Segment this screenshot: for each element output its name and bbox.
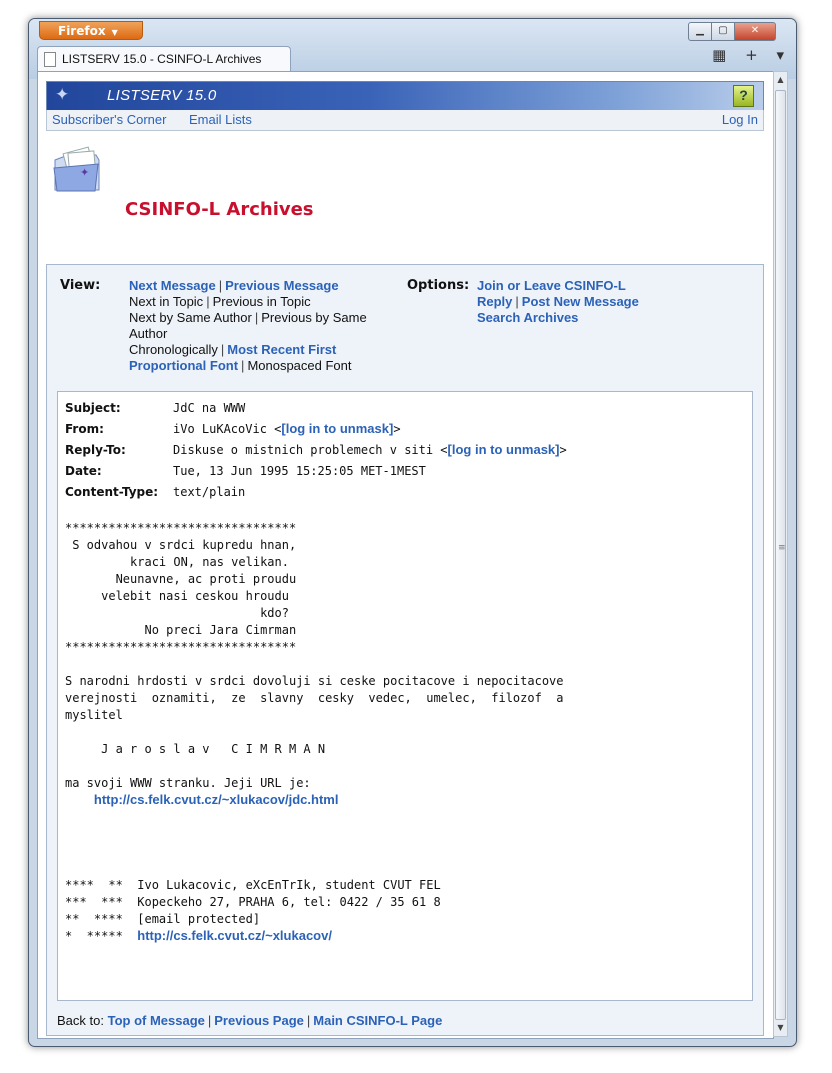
- view-label: View:: [60, 278, 101, 293]
- main-page-link[interactable]: Main CSINFO-L Page: [313, 1013, 443, 1028]
- previous-page-link[interactable]: Previous Page: [214, 1013, 304, 1028]
- scroll-up-icon[interactable]: ▲: [777, 75, 784, 84]
- next-in-topic-text: Next in Topic: [129, 294, 204, 309]
- maximize-button[interactable]: ▢: [711, 22, 735, 41]
- signature-text: **** ** Ivo Lukacovic, eXcEnTrIk, student CVUT FEL *** *** Kopeckeho 27, PRAHA 6, tel: 0422 / 35 61 8 ** **** [email protected] * *****: [65, 878, 441, 943]
- chronologically-text: Chronologically: [129, 342, 218, 357]
- most-recent-first-link[interactable]: Most Recent First: [227, 342, 337, 357]
- reply-to-unmask-link[interactable]: [log in to unmask]: [447, 442, 560, 457]
- previous-message-link[interactable]: Previous Message: [225, 278, 339, 293]
- from-close-bracket: >: [393, 422, 401, 436]
- grip-icon: ≡: [778, 543, 786, 553]
- message-headers: [65, 398, 567, 503]
- tab-groups-icon[interactable]: ▦: [712, 46, 727, 64]
- from-unmask-link[interactable]: [log in to unmask]: [281, 421, 394, 436]
- back-to-label: Back to:: [57, 1013, 104, 1028]
- content-type-value: text/plain: [173, 485, 246, 499]
- subject-label: Subject:: [65, 401, 121, 415]
- previous-same-author-text: Previous by Same Author: [129, 310, 367, 341]
- url-indent: [65, 793, 94, 807]
- firefox-menu-label: Firefox: [58, 24, 106, 38]
- banner-title: LISTSERV 15.0: [107, 87, 217, 104]
- listserv-banner: [46, 81, 764, 111]
- svg-text:✦: ✦: [80, 166, 90, 179]
- reply-to-name: Diskuse o mistnich problemech v siti <: [173, 443, 448, 457]
- previous-in-topic-text: Previous in Topic: [212, 294, 311, 309]
- message-panel: [46, 264, 764, 1036]
- reply-link[interactable]: Reply: [477, 294, 513, 309]
- email-lists-link[interactable]: Email Lists: [189, 112, 252, 127]
- back-to-nav: Back to: Top of Message | Previous Page | Main CSINFO-L Page: [57, 1013, 443, 1028]
- listserv-logo-icon: ✦: [55, 85, 70, 105]
- signature-url-link[interactable]: http://cs.felk.cvut.cz/~xlukacov/: [137, 928, 332, 943]
- content-type-label: Content-Type:: [65, 485, 159, 499]
- next-message-link[interactable]: Next Message: [129, 278, 216, 293]
- search-archives-link[interactable]: Search Archives: [477, 310, 579, 325]
- top-nav: [46, 110, 764, 131]
- top-of-message-link[interactable]: Top of Message: [107, 1013, 205, 1028]
- post-new-message-link[interactable]: Post New Message: [521, 294, 639, 309]
- tab-title: LISTSERV 15.0 - CSINFO-L Archives: [62, 52, 262, 66]
- browser-tab[interactable]: [37, 46, 291, 73]
- date-label: Date:: [65, 464, 102, 478]
- subscribers-corner-link[interactable]: Subscriber's Corner: [52, 112, 167, 127]
- monospaced-font-text: Monospaced Font: [247, 358, 352, 373]
- close-window-button[interactable]: ✕: [734, 22, 776, 41]
- browser-window: [28, 18, 797, 1047]
- minimize-button[interactable]: ▁: [688, 22, 712, 41]
- options-list: Join or Leave CSINFO-L Reply | Post New Message Search Archives: [477, 278, 639, 325]
- view-options: Next Message | Previous Message Next in Topic | Previous in Topic Next by Same Author | Previous by Same Author Chronologically | Most Recent First Proportional Font | Monospaced Font: [129, 278, 367, 373]
- next-same-author-text: Next by Same Author: [129, 310, 252, 325]
- page-icon: [44, 52, 56, 67]
- chevron-down-icon: ▼: [111, 28, 118, 37]
- scroll-thumb[interactable]: [775, 90, 786, 1020]
- login-link[interactable]: Log In: [721, 112, 758, 127]
- archive-folder-icon: [52, 146, 102, 194]
- from-label: From:: [65, 422, 104, 436]
- date-value: Tue, 13 Jun 1995 15:25:05 MET-1MEST: [173, 464, 426, 478]
- body-text: ******************************** S odvahou v srdci kupredu hnan, kraci ON, nas velikan. Neunavne, ac proti proudu velebit nasi ceskou hroudu kdo? No preci Jara Cimrman ******************************** S narodni hrdosti v srdci dovoluji si ceske pocitacove i nepocitacove verejnosti oznamiti, ze slavny cesky vedec, umelec, filozof a myslitel J a r o s l a v C I M R M A N ma svoji WWW stranku. Jeji URL je:: [65, 521, 564, 790]
- tab-toolbar: [698, 46, 784, 64]
- proportional-font-link[interactable]: Proportional Font: [129, 358, 239, 373]
- scroll-down-icon[interactable]: ▼: [777, 1023, 784, 1032]
- vertical-scrollbar[interactable]: [773, 71, 788, 1037]
- options-label: Options:: [407, 278, 470, 293]
- jdc-url-link[interactable]: http://cs.felk.cvut.cz/~xlukacov/jdc.html: [93, 792, 339, 807]
- page-content: [37, 71, 774, 1039]
- join-leave-link[interactable]: Join or Leave CSINFO-L: [477, 278, 626, 293]
- new-tab-button[interactable]: +: [745, 46, 758, 64]
- firefox-menu-button[interactable]: [39, 21, 143, 40]
- reply-to-close-bracket: >: [559, 443, 567, 457]
- reply-to-label: Reply-To:: [65, 443, 126, 457]
- message-body: [65, 520, 564, 945]
- message-box: [57, 391, 753, 1001]
- tab-list-button[interactable]: ▾: [776, 46, 784, 64]
- from-name: iVo LuKAcoVic <: [173, 422, 282, 436]
- help-button[interactable]: ?: [733, 85, 754, 107]
- page-title: CSINFO-L Archives: [125, 199, 314, 220]
- subject-value: JdC na WWW: [173, 401, 246, 415]
